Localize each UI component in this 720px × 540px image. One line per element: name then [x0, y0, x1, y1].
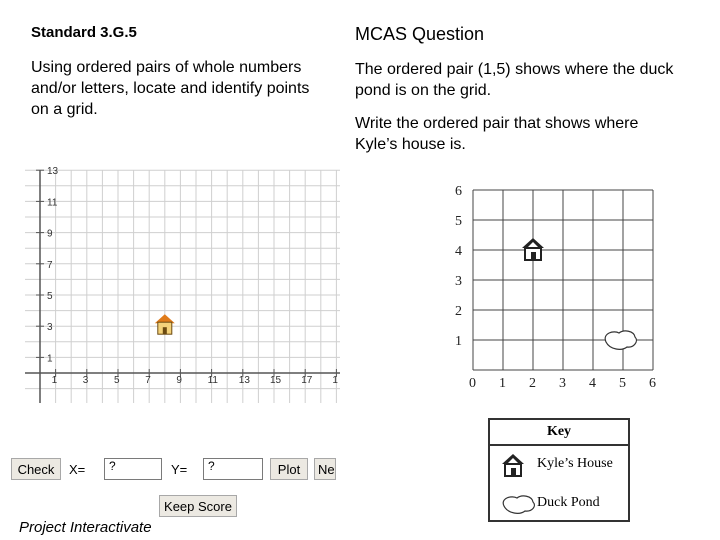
- standard-title: Standard 3.G.5: [31, 24, 137, 41]
- y-tick-label: 5: [455, 214, 462, 229]
- x-label: X=: [69, 462, 86, 477]
- y-tick-label: 6: [455, 184, 462, 199]
- applet-grid: [25, 170, 340, 403]
- key-title: Key: [546, 424, 572, 439]
- pond-icon: [498, 492, 538, 516]
- x-tick-label: 6: [649, 376, 656, 391]
- key-pond-label: Duck Pond: [537, 495, 600, 510]
- x-tick-label: 11: [207, 375, 218, 386]
- x-tick-label: 4: [589, 376, 596, 391]
- applet-axes: [25, 170, 340, 403]
- y-tick-label: 9: [47, 228, 53, 240]
- new-button[interactable]: Ne: [314, 458, 336, 480]
- x-tick-label: 17: [301, 375, 313, 386]
- x-tick-label: 15: [270, 375, 282, 386]
- house-icon: [522, 238, 544, 260]
- x-tick-label: 1: [499, 376, 506, 391]
- y-tick-label: 13: [47, 166, 59, 178]
- x-tick-label: 1: [51, 375, 58, 386]
- mcas-grid-chart: [440, 175, 670, 400]
- y-label: Y=: [171, 462, 188, 477]
- y-tick-label: 7: [47, 259, 53, 271]
- applet-y-tick-labels: [47, 166, 59, 364]
- y-tick-label: 11: [47, 197, 58, 209]
- y-tick-label: 5: [47, 291, 53, 302]
- x-tick-label: 0: [469, 376, 476, 391]
- check-button[interactable]: Check: [11, 458, 61, 480]
- key-legend: [488, 418, 630, 522]
- x-tick-label: 3: [82, 375, 89, 386]
- x-tick-label: 2: [529, 376, 536, 391]
- applet-x-tick-labels: [52, 375, 339, 386]
- y-tick-label: 2: [455, 304, 462, 319]
- mcas-x-tick-labels: [469, 376, 656, 391]
- footer-credit: Project Interactivate: [19, 519, 152, 536]
- keep-score-button[interactable]: Keep Score: [159, 495, 237, 517]
- plot-button[interactable]: Plot: [270, 458, 308, 480]
- y-tick-label: 1: [47, 353, 53, 365]
- house-door: [531, 252, 536, 260]
- x-tick-label: 5: [619, 376, 626, 391]
- y-tick-label: 4: [455, 244, 462, 259]
- x-tick-label: 7: [145, 375, 151, 386]
- mcas-question-prompt: Write the ordered pair that shows where Kyle’s house is.: [355, 115, 639, 153]
- x-tick-label: 3: [559, 376, 566, 391]
- mcas-title: MCAS Question: [355, 24, 485, 44]
- mcas-question-text: The ordered pair (1,5) shows where the duck pond is on the grid.: [355, 61, 674, 99]
- key-divider: [490, 444, 628, 446]
- mcas-marks: [522, 238, 636, 349]
- mcas-y-tick-labels: [455, 184, 462, 349]
- x-tick-label: 13: [238, 375, 250, 386]
- house-icon: [500, 452, 526, 478]
- pond-icon: [605, 331, 636, 349]
- house-icon: [155, 314, 175, 334]
- house-door: [163, 327, 167, 334]
- coordinate-grid-applet[interactable]: [0, 160, 340, 405]
- x-tick-label: 9: [176, 375, 182, 386]
- y-tick-label: 3: [455, 274, 462, 289]
- y-tick-label: 3: [47, 322, 53, 334]
- y-input[interactable]: ?: [203, 458, 263, 480]
- key-house-label: Kyle’s House: [537, 456, 613, 471]
- y-tick-label: 1: [455, 334, 462, 349]
- x-input[interactable]: ?: [104, 458, 162, 480]
- standard-description: Using ordered pairs of whole numbers and/or letters, locate and identify points on a grid.: [31, 59, 310, 118]
- x-tick-label: 5: [114, 375, 120, 386]
- x-tick-label: 1: [332, 375, 338, 386]
